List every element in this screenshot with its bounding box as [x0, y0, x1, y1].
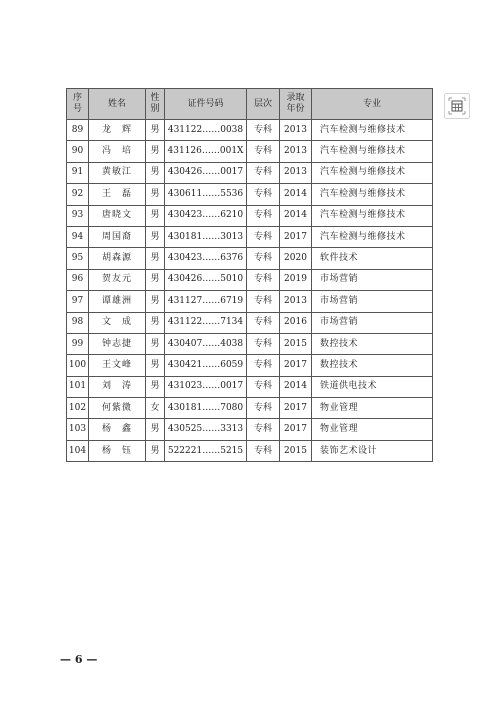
cell-level: 专科 — [247, 291, 280, 312]
cell-gender: 男 — [146, 419, 165, 440]
cell-major: 数控技术 — [312, 355, 433, 376]
header-seq-line2: 号 — [72, 104, 82, 114]
header-id: 证件号码 — [165, 89, 247, 120]
header-gender-line1: 性 — [150, 93, 160, 103]
calculator-icon[interactable] — [444, 93, 470, 119]
cell-level: 专科 — [247, 226, 280, 247]
cell-year: 2017 — [280, 419, 312, 440]
cell-major: 软件技术 — [312, 248, 433, 269]
cell-gender: 男 — [146, 333, 165, 354]
cell-id: 431122……7134 — [165, 312, 247, 333]
cell-seq: 93 — [67, 205, 89, 226]
cell-gender: 男 — [146, 376, 165, 397]
cell-seq: 100 — [67, 355, 89, 376]
table-body — [67, 120, 433, 462]
cell-seq: 104 — [67, 440, 89, 461]
cell-major: 装饰艺术设计 — [312, 440, 433, 461]
table-row — [67, 419, 433, 440]
cell-name: 何紫微 — [89, 398, 146, 419]
cell-year: 2016 — [280, 312, 312, 333]
cell-gender: 男 — [146, 355, 165, 376]
cell-gender: 男 — [146, 184, 165, 205]
cell-level: 专科 — [247, 141, 280, 162]
table-row — [67, 333, 433, 354]
cell-level: 专科 — [247, 120, 280, 141]
cell-major: 汽车检测与维修技术 — [312, 184, 433, 205]
cell-level: 专科 — [247, 419, 280, 440]
page-number: — 6 — — [60, 653, 98, 666]
cell-name: 龙 辉 — [89, 120, 146, 141]
cell-major: 汽车检测与维修技术 — [312, 120, 433, 141]
table-row — [67, 226, 433, 247]
cell-major: 数控技术 — [312, 333, 433, 354]
cell-year: 2015 — [280, 440, 312, 461]
cell-seq: 98 — [67, 312, 89, 333]
cell-name: 周国裔 — [89, 226, 146, 247]
cell-level: 专科 — [247, 355, 280, 376]
cell-gender: 男 — [146, 141, 165, 162]
header-gender — [146, 89, 165, 120]
cell-level: 专科 — [247, 440, 280, 461]
cell-major: 汽车检测与维修技术 — [312, 226, 433, 247]
cell-seq: 102 — [67, 398, 89, 419]
cell-seq: 101 — [67, 376, 89, 397]
cell-level: 专科 — [247, 205, 280, 226]
cell-seq: 92 — [67, 184, 89, 205]
cell-id: 431023……0017 — [165, 376, 247, 397]
cell-name: 文 成 — [89, 312, 146, 333]
cell-id: 430426……0017 — [165, 162, 247, 183]
cell-year: 2020 — [280, 248, 312, 269]
cell-seq: 103 — [67, 419, 89, 440]
cell-id: 430426……5010 — [165, 269, 247, 290]
cell-name: 杨 钰 — [89, 440, 146, 461]
cell-year: 2014 — [280, 184, 312, 205]
cell-major: 市场营销 — [312, 312, 433, 333]
cell-id: 431127……6719 — [165, 291, 247, 312]
cell-name: 谭雄洲 — [89, 291, 146, 312]
cell-id: 430611……5536 — [165, 184, 247, 205]
cell-seq: 94 — [67, 226, 89, 247]
cell-gender: 男 — [146, 226, 165, 247]
cell-id: 522221……5215 — [165, 440, 247, 461]
cell-seq: 91 — [67, 162, 89, 183]
cell-major: 物业管理 — [312, 398, 433, 419]
table-row — [67, 376, 433, 397]
cell-name: 冯 培 — [89, 141, 146, 162]
cell-major: 铁道供电技术 — [312, 376, 433, 397]
table-row — [67, 291, 433, 312]
table-header — [67, 89, 433, 120]
cell-id: 430525……3313 — [165, 419, 247, 440]
cell-level: 专科 — [247, 184, 280, 205]
cell-name: 黄敏江 — [89, 162, 146, 183]
cell-seq: 95 — [67, 248, 89, 269]
cell-seq: 99 — [67, 333, 89, 354]
header-gender-line2: 别 — [150, 104, 160, 114]
cell-year: 2015 — [280, 333, 312, 354]
cell-id: 430181……3013 — [165, 226, 247, 247]
table-row — [67, 162, 433, 183]
cell-major: 市场营销 — [312, 291, 433, 312]
table-row — [67, 120, 433, 141]
cell-level: 专科 — [247, 376, 280, 397]
cell-level: 专科 — [247, 333, 280, 354]
cell-id: 430423……6210 — [165, 205, 247, 226]
cell-major: 汽车检测与维修技术 — [312, 205, 433, 226]
header-row — [67, 89, 433, 120]
table-row — [67, 248, 433, 269]
header-seq — [67, 89, 89, 120]
cell-id: 430181……7080 — [165, 398, 247, 419]
cell-name: 钟志捷 — [89, 333, 146, 354]
student-roster-table — [66, 88, 433, 462]
cell-id: 430423……6376 — [165, 248, 247, 269]
cell-seq: 90 — [67, 141, 89, 162]
cell-id: 431122……0038 — [165, 120, 247, 141]
table-row — [67, 141, 433, 162]
cell-gender: 男 — [146, 162, 165, 183]
header-year — [280, 89, 312, 120]
cell-year: 2013 — [280, 291, 312, 312]
cell-name: 唐晓文 — [89, 205, 146, 226]
cell-name: 王 磊 — [89, 184, 146, 205]
table-row — [67, 398, 433, 419]
cell-year: 2017 — [280, 398, 312, 419]
cell-id: 431126……001X — [165, 141, 247, 162]
cell-year: 2013 — [280, 141, 312, 162]
table-row — [67, 312, 433, 333]
cell-name: 刘 涛 — [89, 376, 146, 397]
cell-major: 汽车检测与维修技术 — [312, 141, 433, 162]
cell-name: 杨 鑫 — [89, 419, 146, 440]
cell-gender: 男 — [146, 291, 165, 312]
cell-year: 2014 — [280, 205, 312, 226]
cell-major: 市场营销 — [312, 269, 433, 290]
cell-gender: 男 — [146, 120, 165, 141]
header-major: 专业 — [312, 89, 433, 120]
cell-gender: 男 — [146, 269, 165, 290]
cell-year: 2017 — [280, 355, 312, 376]
cell-year: 2013 — [280, 162, 312, 183]
cell-gender: 男 — [146, 248, 165, 269]
cell-name: 贺友元 — [89, 269, 146, 290]
cell-year: 2017 — [280, 226, 312, 247]
cell-level: 专科 — [247, 398, 280, 419]
cell-gender: 男 — [146, 440, 165, 461]
header-seq-line1: 序 — [72, 93, 82, 103]
table-row — [67, 184, 433, 205]
cell-id: 430407……4038 — [165, 333, 247, 354]
cell-year: 2013 — [280, 120, 312, 141]
header-name: 姓名 — [89, 89, 146, 120]
table-row — [67, 205, 433, 226]
cell-major: 汽车检测与维修技术 — [312, 162, 433, 183]
cell-year: 2019 — [280, 269, 312, 290]
cell-gender: 男 — [146, 312, 165, 333]
cell-gender: 女 — [146, 398, 165, 419]
cell-year: 2014 — [280, 376, 312, 397]
cell-major: 物业管理 — [312, 419, 433, 440]
cell-gender: 男 — [146, 205, 165, 226]
table-row — [67, 269, 433, 290]
header-year-line1: 录取 — [286, 93, 305, 103]
cell-level: 专科 — [247, 162, 280, 183]
cell-level: 专科 — [247, 312, 280, 333]
cell-seq: 89 — [67, 120, 89, 141]
cell-name: 王文峰 — [89, 355, 146, 376]
cell-name: 胡森源 — [89, 248, 146, 269]
cell-seq: 96 — [67, 269, 89, 290]
table-row — [67, 440, 433, 461]
cell-level: 专科 — [247, 248, 280, 269]
header-level: 层次 — [247, 89, 280, 120]
cell-seq: 97 — [67, 291, 89, 312]
table-row — [67, 355, 433, 376]
cell-id: 430421……6059 — [165, 355, 247, 376]
cell-level: 专科 — [247, 269, 280, 290]
header-year-line2: 年份 — [286, 104, 305, 114]
